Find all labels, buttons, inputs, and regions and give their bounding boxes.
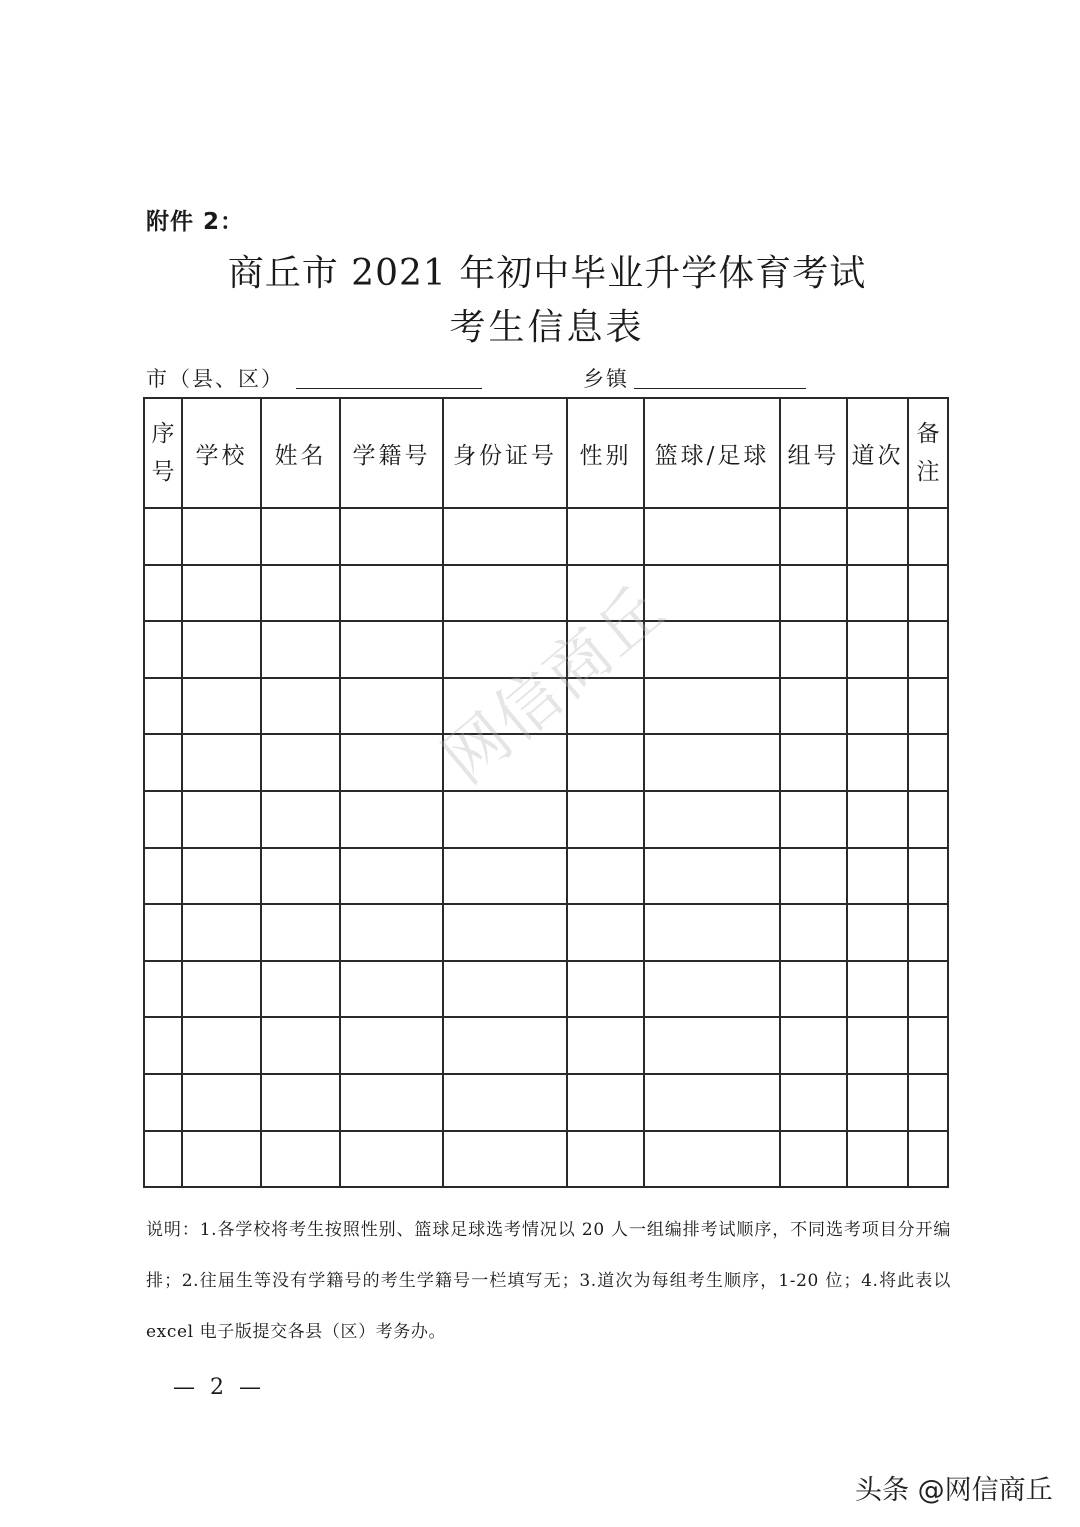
table-cell[interactable] xyxy=(567,621,644,678)
table-cell[interactable] xyxy=(847,621,908,678)
table-cell[interactable] xyxy=(340,904,443,961)
table-cell[interactable] xyxy=(567,1017,644,1074)
table-cell[interactable] xyxy=(567,791,644,848)
table-cell[interactable] xyxy=(567,508,644,565)
table-cell[interactable] xyxy=(908,1074,948,1131)
table-cell[interactable] xyxy=(182,1074,261,1131)
table-cell[interactable] xyxy=(182,678,261,735)
table-cell[interactable] xyxy=(182,508,261,565)
table-body xyxy=(144,508,948,1187)
table-cell[interactable] xyxy=(908,904,948,961)
table-cell[interactable] xyxy=(144,1131,182,1188)
table-cell[interactable] xyxy=(340,508,443,565)
table-cell[interactable] xyxy=(443,961,567,1018)
table-cell[interactable] xyxy=(908,961,948,1018)
table-cell[interactable] xyxy=(261,734,340,791)
table-cell[interactable] xyxy=(144,791,182,848)
table-cell[interactable] xyxy=(340,791,443,848)
table-row xyxy=(144,848,948,905)
table-cell[interactable] xyxy=(443,1017,567,1074)
column-header xyxy=(644,398,780,508)
table-cell[interactable] xyxy=(340,734,443,791)
table-cell[interactable] xyxy=(644,621,780,678)
table-cell[interactable] xyxy=(847,1074,908,1131)
table-row xyxy=(144,1131,948,1188)
table-cell[interactable] xyxy=(443,1074,567,1131)
table-cell[interactable] xyxy=(340,961,443,1018)
table-cell[interactable] xyxy=(261,791,340,848)
table-cell[interactable] xyxy=(567,1131,644,1188)
table-cell[interactable] xyxy=(443,1131,567,1188)
table-cell[interactable] xyxy=(567,734,644,791)
table-row xyxy=(144,565,948,622)
column-header xyxy=(908,398,948,508)
table-cell[interactable] xyxy=(443,848,567,905)
table-cell[interactable] xyxy=(908,565,948,622)
table-cell[interactable] xyxy=(908,678,948,735)
table-cell[interactable] xyxy=(182,621,261,678)
column-header-label: 道次 xyxy=(851,442,904,469)
table-cell[interactable] xyxy=(644,848,780,905)
table-cell[interactable] xyxy=(908,1017,948,1074)
column-header xyxy=(847,398,908,508)
table-cell[interactable] xyxy=(261,1131,340,1188)
table-cell[interactable] xyxy=(908,621,948,678)
table-cell[interactable] xyxy=(144,508,182,565)
table-cell[interactable] xyxy=(340,1017,443,1074)
table-cell[interactable] xyxy=(847,508,908,565)
table-cell[interactable] xyxy=(847,1131,908,1188)
table-cell[interactable] xyxy=(847,734,908,791)
table-cell[interactable] xyxy=(182,904,261,961)
table-cell[interactable] xyxy=(780,961,847,1018)
table-cell[interactable] xyxy=(144,848,182,905)
table-cell[interactable] xyxy=(644,904,780,961)
table-cell[interactable] xyxy=(443,734,567,791)
table-cell[interactable] xyxy=(144,565,182,622)
table-cell[interactable] xyxy=(780,621,847,678)
column-header-label: 备注 xyxy=(916,421,940,485)
table-cell[interactable] xyxy=(780,1017,847,1074)
table-cell[interactable] xyxy=(182,1131,261,1188)
table-cell[interactable] xyxy=(847,1017,908,1074)
table-cell[interactable] xyxy=(780,508,847,565)
table-cell[interactable] xyxy=(780,678,847,735)
column-header-label: 序号 xyxy=(151,421,175,485)
table-cell[interactable] xyxy=(644,508,780,565)
township-fill-line xyxy=(634,388,806,389)
table-cell[interactable] xyxy=(443,565,567,622)
table-cell[interactable] xyxy=(443,508,567,565)
table-cell[interactable] xyxy=(443,621,567,678)
table-cell[interactable] xyxy=(261,1074,340,1131)
table-cell[interactable] xyxy=(261,508,340,565)
column-header xyxy=(144,398,182,508)
table-cell[interactable] xyxy=(780,1074,847,1131)
table-row xyxy=(144,1017,948,1074)
table-row xyxy=(144,508,948,565)
table-cell[interactable] xyxy=(340,1074,443,1131)
column-header xyxy=(261,398,340,508)
table-cell[interactable] xyxy=(567,904,644,961)
column-header xyxy=(340,398,443,508)
table-cell[interactable] xyxy=(182,791,261,848)
student-info-table xyxy=(143,397,949,1188)
column-header-label: 身份证号 xyxy=(453,442,557,469)
table-cell[interactable] xyxy=(340,848,443,905)
column-header-label: 性别 xyxy=(579,442,632,469)
column-header xyxy=(567,398,644,508)
table-cell[interactable] xyxy=(261,565,340,622)
table-cell[interactable] xyxy=(908,508,948,565)
table-cell[interactable] xyxy=(780,848,847,905)
table-cell[interactable] xyxy=(144,961,182,1018)
table-cell[interactable] xyxy=(847,565,908,622)
table-cell[interactable] xyxy=(261,848,340,905)
table-cell[interactable] xyxy=(261,678,340,735)
table-header-row xyxy=(144,398,948,508)
table-cell[interactable] xyxy=(780,1131,847,1188)
table-cell[interactable] xyxy=(780,904,847,961)
column-header-label: 组号 xyxy=(787,442,840,469)
source-watermark: 头条 @网信商丘 xyxy=(855,1475,1053,1506)
table-cell[interactable] xyxy=(261,621,340,678)
table-cell[interactable] xyxy=(340,621,443,678)
table-cell[interactable] xyxy=(567,961,644,1018)
table-cell[interactable] xyxy=(567,1074,644,1131)
table-cell[interactable] xyxy=(567,678,644,735)
table-cell[interactable] xyxy=(261,904,340,961)
table-row xyxy=(144,1074,948,1131)
table-cell[interactable] xyxy=(443,791,567,848)
column-header-label: 篮球/足球 xyxy=(654,442,770,469)
table-cell[interactable] xyxy=(847,678,908,735)
table-cell[interactable] xyxy=(780,791,847,848)
table-cell[interactable] xyxy=(847,904,908,961)
table-row xyxy=(144,904,948,961)
table-cell[interactable] xyxy=(144,904,182,961)
table-row xyxy=(144,678,948,735)
table-cell[interactable] xyxy=(847,848,908,905)
page-number: — 2 — xyxy=(173,1375,265,1400)
watermark-text: 网信商丘 xyxy=(429,571,680,799)
attachment-label: 附件 2： xyxy=(146,209,245,235)
table-cell[interactable] xyxy=(644,734,780,791)
table-cell[interactable] xyxy=(144,678,182,735)
table-cell[interactable] xyxy=(182,734,261,791)
table-cell[interactable] xyxy=(644,961,780,1018)
table-cell[interactable] xyxy=(567,848,644,905)
table-cell[interactable] xyxy=(443,904,567,961)
table-cell[interactable] xyxy=(644,565,780,622)
table-cell[interactable] xyxy=(144,734,182,791)
table-cell[interactable] xyxy=(908,848,948,905)
table-cell[interactable] xyxy=(908,1131,948,1188)
table-cell[interactable] xyxy=(144,1074,182,1131)
table-cell[interactable] xyxy=(340,565,443,622)
table-cell[interactable] xyxy=(567,565,644,622)
document-subtitle: 考生信息表 xyxy=(449,307,645,348)
table-row xyxy=(144,791,948,848)
column-header xyxy=(182,398,261,508)
table-cell[interactable] xyxy=(644,1074,780,1131)
column-header-label: 学校 xyxy=(195,442,248,469)
table-cell[interactable] xyxy=(340,1131,443,1188)
table-cell[interactable] xyxy=(144,621,182,678)
document-title: 商丘市 2021 年初中毕业升学体育考试 xyxy=(227,253,867,294)
instructions-note: 说明：1.各学校将考生按照性别、篮球足球选考情况以 20 人一组编排考试顺序，不同选考项目分开编排；2.往届生等没有学籍号的考生学籍号一栏填写无；3.道次为每组考生顺序，1-20 位；4.将此表以 excel 电子版提交各县（区）考务办。 xyxy=(146,1220,951,1342)
column-header xyxy=(780,398,847,508)
table-cell[interactable] xyxy=(780,565,847,622)
township-label: 乡镇 xyxy=(583,367,629,391)
table-cell[interactable] xyxy=(644,1017,780,1074)
table-cell[interactable] xyxy=(908,734,948,791)
table-row xyxy=(144,961,948,1018)
column-header-label: 姓名 xyxy=(274,442,327,469)
table-cell[interactable] xyxy=(261,1017,340,1074)
table-row xyxy=(144,734,948,791)
table-cell[interactable] xyxy=(908,791,948,848)
table-cell[interactable] xyxy=(182,565,261,622)
city-county-label: 市（县、区） xyxy=(146,367,284,391)
table-cell[interactable] xyxy=(144,1017,182,1074)
table-cell[interactable] xyxy=(182,1017,261,1074)
table-cell[interactable] xyxy=(443,678,567,735)
table-row xyxy=(144,621,948,678)
column-header xyxy=(443,398,567,508)
column-header-label: 学籍号 xyxy=(352,442,431,469)
table-cell[interactable] xyxy=(261,961,340,1018)
table-cell[interactable] xyxy=(182,961,261,1018)
table-cell[interactable] xyxy=(847,961,908,1018)
city-county-fill-line xyxy=(296,388,482,389)
table-cell[interactable] xyxy=(340,678,443,735)
table-cell[interactable] xyxy=(847,791,908,848)
table-cell[interactable] xyxy=(644,1131,780,1188)
table-cell[interactable] xyxy=(182,848,261,905)
table-cell[interactable] xyxy=(644,678,780,735)
table-cell[interactable] xyxy=(644,791,780,848)
table-cell[interactable] xyxy=(780,734,847,791)
